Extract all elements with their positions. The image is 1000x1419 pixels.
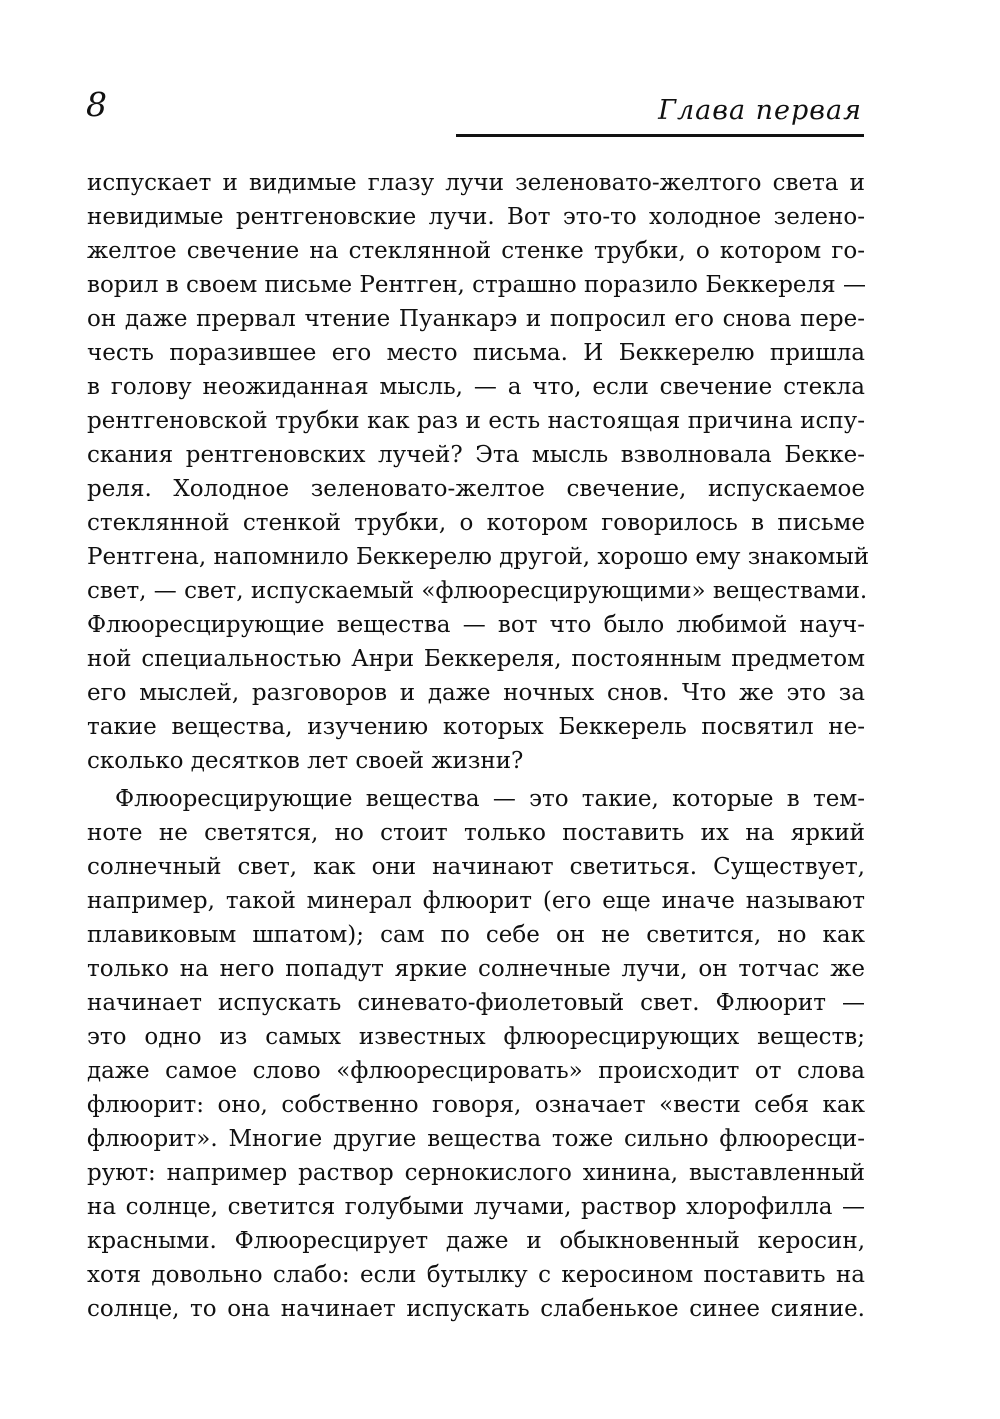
text-line: ной специальностью Анри Беккереля, постоянным предметом bbox=[87, 646, 865, 672]
text-line: он даже прервал чтение Пуанкарэ и попросил его снова пере- bbox=[87, 306, 865, 332]
text-line: Флюоресцирующие вещества — это такие, которые в тем- bbox=[115, 786, 865, 812]
text-line: Флюоресцирующие вещества — вот что было любимой науч- bbox=[87, 612, 865, 638]
text-line: его мыслей, разговоров и даже ночных снов. Что же это за bbox=[87, 680, 865, 706]
text-line: только на него попадут яркие солнечные лучи, он тотчас же bbox=[87, 956, 865, 982]
text-line: это одно из самых известных флюоресцирующих веществ; bbox=[87, 1024, 865, 1050]
text-line: свет, — свет, испускаемый «флюоресцирующими» веществами. bbox=[87, 578, 868, 604]
text-line: Рентгена, напомнило Беккерелю другой, хорошо ему знакомый bbox=[87, 544, 870, 570]
body-text bbox=[87, 166, 870, 1326]
text-line: начинает испускать синевато-фиолетовый свет. Флюорит — bbox=[87, 990, 865, 1016]
text-line: испускает и видимые глазу лучи зеленовато-желтого света и bbox=[87, 170, 865, 196]
running-head: Глава первая bbox=[658, 95, 862, 126]
text-line: плавиковым шпатом); сам по себе он не светится, но как bbox=[87, 922, 865, 948]
text-line: честь поразившее его место письма. И Беккерелю пришла bbox=[87, 340, 865, 366]
text-line: на солнце, светится голубыми лучами, раствор хлорофилла — bbox=[87, 1194, 865, 1220]
text-line: солнечный свет, как они начинают светиться. Существует, bbox=[87, 854, 865, 880]
text-line: флюорит». Многие другие вещества тоже сильно флюоресци- bbox=[87, 1126, 865, 1152]
page-number: 8 bbox=[86, 85, 107, 124]
text-line: реля. Холодное зеленовато-желтое свечение, испускаемое bbox=[87, 476, 865, 502]
text-line: стеклянной стенкой трубки, о котором говорилось в письме bbox=[87, 510, 865, 536]
text-line: в голову неожиданная мысль, — а что, если свечение стекла bbox=[87, 374, 865, 400]
text-line: даже самое слово «флюоресцировать» происходит от слова bbox=[87, 1058, 865, 1084]
text-line: сколько десятков лет своей жизни? bbox=[87, 748, 524, 774]
text-line: руют: например раствор сернокислого хинина, выставленный bbox=[87, 1160, 865, 1186]
text-line: флюорит: оно, собственно говоря, означает «вести себя как bbox=[87, 1092, 865, 1118]
text-line: ноте не светятся, но стоит только поставить их на яркий bbox=[87, 820, 865, 846]
text-line: невидимые рентгеновские лучи. Вот это-то холодное зелено- bbox=[87, 204, 865, 230]
text-line: скания рентгеновских лучей? Эта мысль взволновала Бекке- bbox=[87, 442, 865, 468]
text-line: ворил в своем письме Рентген, страшно поразило Беккереля — bbox=[87, 272, 866, 298]
text-line: красными. Флюоресцирует даже и обыкновенный керосин, bbox=[87, 1228, 865, 1254]
text-line: солнце, то она начинает испускать слабенькое синее сияние. bbox=[87, 1296, 865, 1322]
text-line: хотя довольно слабо: если бутылку с керосином поставить на bbox=[87, 1262, 865, 1288]
text-line: рентгеновской трубки как раз и есть настоящая причина испу- bbox=[87, 408, 865, 434]
header-rule bbox=[456, 134, 864, 137]
paragraph bbox=[87, 782, 865, 1326]
text-line: такие вещества, изучению которых Беккерель посвятил не- bbox=[87, 714, 865, 740]
text-line: желтое свечение на стеклянной стенке трубки, о котором го- bbox=[87, 238, 865, 264]
text-line: например, такой минерал флюорит (его еще иначе называют bbox=[87, 888, 865, 914]
paragraph bbox=[87, 166, 870, 778]
